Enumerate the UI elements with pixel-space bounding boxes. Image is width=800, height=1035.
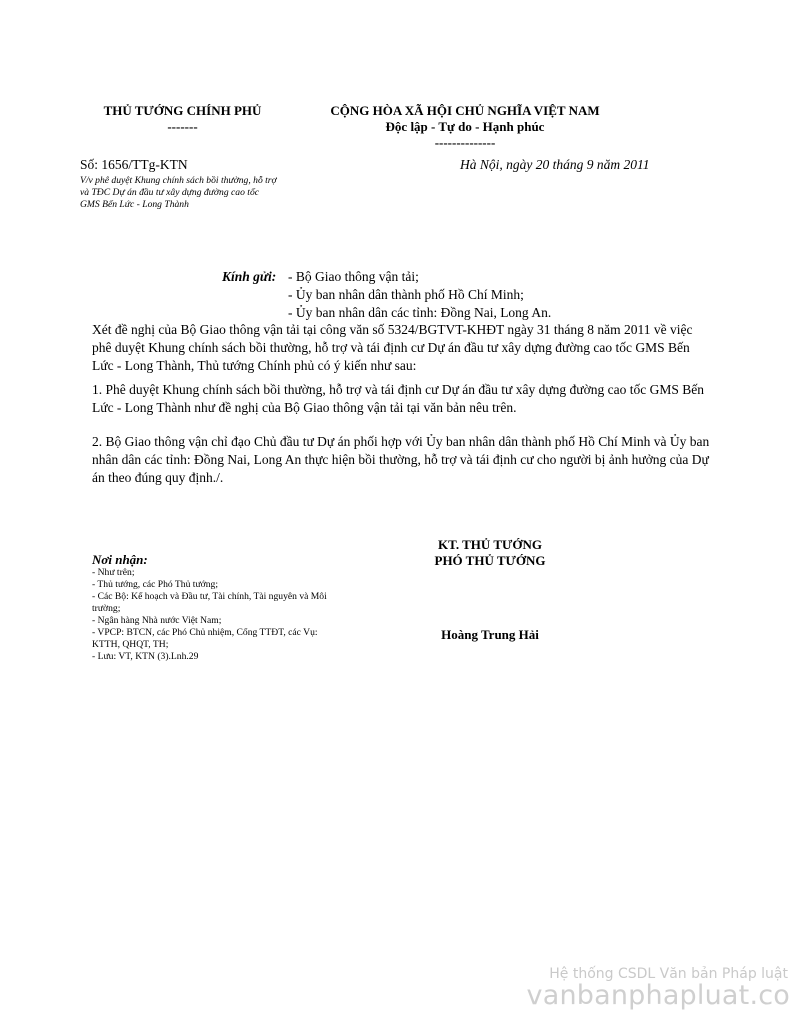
noi-nhan-item: - Các Bộ: Kế hoạch và Đầu tư, Tài chính, Tài nguyên và Môi trường; xyxy=(92,591,327,614)
doc-ref-block xyxy=(80,156,280,211)
noi-nhan-item: - VPCP: BTCN, các Phó Chủ nhiệm, Cổng TTĐT, các Vụ: KTTH, QHQT, TH; xyxy=(92,627,318,650)
national-title: CỘNG HÒA XÃ HỘI CHỦ NGHĨA VIỆT NAM xyxy=(330,103,600,118)
recipient-item: - Bộ Giao thông vận tải; xyxy=(288,269,419,284)
signer-name: Hoàng Trung Hải xyxy=(441,627,539,642)
place-date: Hà Nội, ngày 20 tháng 9 năm 2011 xyxy=(460,157,650,172)
doc-subject: V/v phê duyệt Khung chính sách bồi thường, hỗ trợ và TĐC Dự án đầu tư xây dựng đường cao tốc GMS Bến Lức - Long Thành xyxy=(80,175,277,210)
noi-nhan-title: Nơi nhận: xyxy=(92,552,148,567)
national-divider: -------------- xyxy=(434,135,496,150)
signature-title: KT. THỦ TƯỚNG xyxy=(438,537,542,552)
doc-number: Số: 1656/TTg-KTN xyxy=(80,157,188,172)
body-paragraph: 2. Bộ Giao thông vận chỉ đạo Chủ đầu tư Dự án phối hợp với Ủy ban nhân dân thành phố Hồ Chí Minh và Ủy ban nhân dân các tỉnh: Đồng Nai, Long An thực hiện bồi thường, hỗ trợ và tái định cư cho người bị ảnh hưởng của Dự án theo đúng quy định./. xyxy=(92,434,710,485)
noi-nhan-item: - Như trên; xyxy=(92,567,135,578)
noi-nhan-item: - Lưu: VT, KTN (3).Lnh.29 xyxy=(92,651,199,662)
watermark-line: Hệ thống CSDL Văn bản Pháp luật xyxy=(549,966,788,982)
issuer-block xyxy=(70,103,295,135)
recipient-item: - Ủy ban nhân dân thành phố Hồ Chí Minh; xyxy=(288,287,524,302)
recipients-label: Kính gửi: xyxy=(222,269,277,284)
body-paragraph: 1. Phê duyệt Khung chính sách bồi thường, hỗ trợ và tái định cư Dự án đầu tư xây dựng đường cao tốc GMS Bến Lức - Long Thành như đề nghị của Bộ Giao thông vận tải tại văn bản nêu trên. xyxy=(92,382,704,415)
watermark-site: vanbanphapluat.co xyxy=(526,980,790,1011)
national-heading xyxy=(290,103,640,151)
issuer-name: THỦ TƯỚNG CHÍNH PHỦ xyxy=(103,103,262,118)
signature-block xyxy=(395,537,585,569)
recipient-item: - Ủy ban nhân dân các tỉnh: Đồng Nai, Long An. xyxy=(288,305,552,320)
national-motto: Độc lập - Tự do - Hạnh phúc xyxy=(385,119,545,134)
noi-nhan-item: - Thủ tướng, các Phó Thủ tướng; xyxy=(92,579,218,590)
signature-subtitle: PHÓ THỦ TƯỚNG xyxy=(434,553,546,568)
body-paragraph: Xét đề nghị của Bộ Giao thông vận tải tại công văn số 5324/BGTVT-KHĐT ngày 31 tháng 8 năm 2011 về việc phê duyệt Khung chính sách bồi thường, hỗ trợ và tái định cư Dự án đầu tư xây dựng đường cao tốc GMS Bến Lức - Long Thành, Thủ tướng Chính phủ có ý kiến như sau: xyxy=(92,322,693,373)
issuer-divider: ------- xyxy=(167,119,198,134)
recipients-list-block xyxy=(92,552,327,663)
noi-nhan-item: - Ngân hàng Nhà nước Việt Nam; xyxy=(92,615,222,626)
recipients-block xyxy=(222,268,682,322)
